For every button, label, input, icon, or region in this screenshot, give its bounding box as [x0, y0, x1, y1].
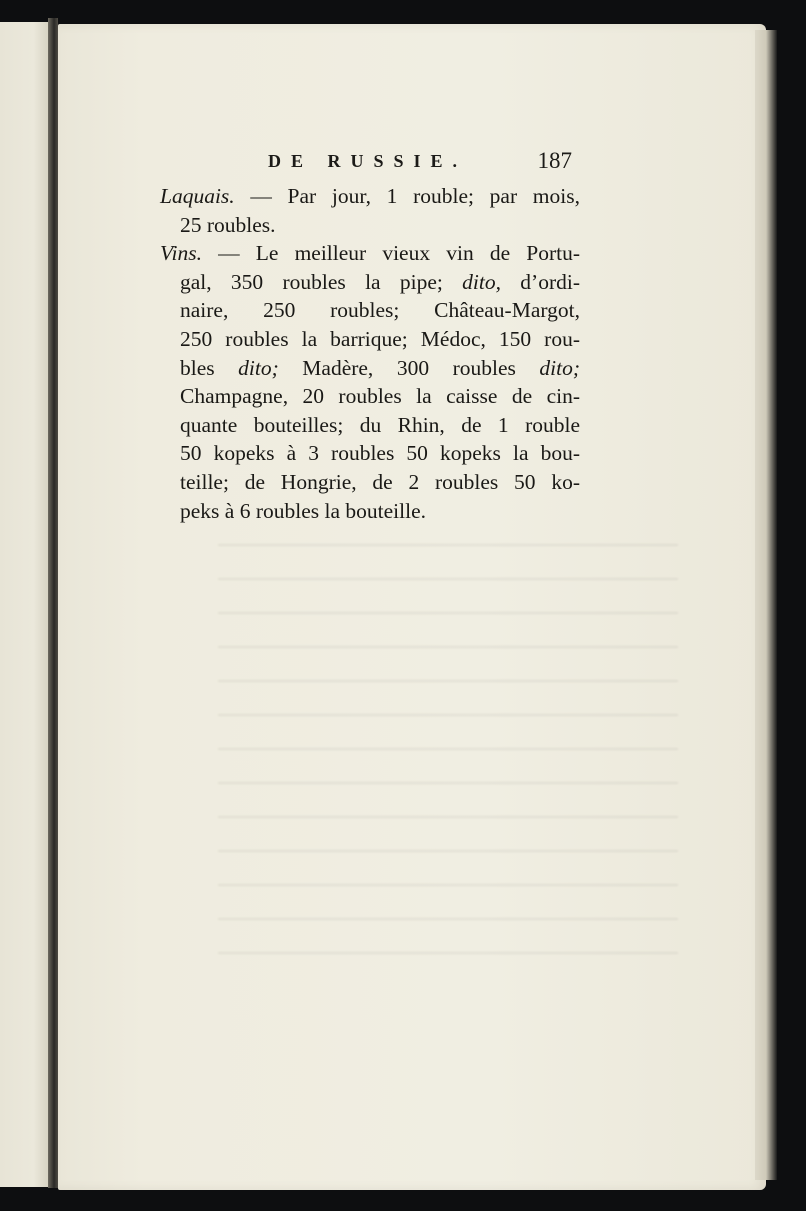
text-line — [160, 325, 580, 354]
text-run-italic: dito; — [539, 355, 580, 380]
bleed-through-texture — [218, 544, 678, 964]
text-run: bles — [180, 355, 239, 380]
text-line — [160, 296, 580, 325]
running-head — [160, 148, 580, 178]
text-run-italic: dito; — [238, 355, 279, 380]
text-line — [160, 439, 580, 468]
book-gutter — [48, 18, 58, 1188]
entry-term: Vins. — [160, 241, 203, 266]
entry-vins — [160, 239, 580, 525]
entry-laquais — [160, 182, 580, 239]
text-line — [160, 182, 580, 211]
text-line — [160, 268, 580, 297]
text-run: peks à 6 roubles la bouteille. — [180, 498, 426, 523]
text-run: Madère, 300 roubles — [278, 355, 540, 380]
text-line — [160, 468, 580, 497]
text-run: 250 roubles la barrique; Médoc, 150 rou- — [180, 326, 580, 351]
text-run: — Par jour, 1 rouble; par mois, — [234, 184, 580, 208]
page-fore-edge — [755, 30, 777, 1180]
left-page-edge — [0, 22, 49, 1187]
text-run: naire, 250 roubles; Château-Margot, — [180, 298, 580, 323]
text-run-italic: dito, — [462, 269, 501, 294]
text-run: 25 roubles. — [180, 212, 276, 237]
text-line — [160, 411, 580, 440]
text-line — [160, 382, 580, 411]
running-title: DE RUSSIE. — [268, 151, 468, 171]
price-list-text — [160, 182, 580, 525]
text-run: Champagne, 20 roubles la caisse de cin- — [180, 384, 580, 409]
entry-term: Laquais. — [160, 184, 235, 208]
text-line — [160, 239, 580, 268]
page-number: 187 — [537, 148, 572, 173]
text-line — [160, 354, 580, 383]
text-run: — Le meilleur vieux vin de Portu- — [202, 241, 580, 266]
text-line — [160, 497, 580, 526]
text-run: teille; de Hongrie, de 2 roubles 50 ko- — [180, 469, 580, 494]
text-run: 50 kopeks à 3 roubles 50 kopeks la bou- — [180, 441, 580, 466]
text-run: d’ordi- — [501, 269, 580, 294]
text-run: quante bouteilles; du Rhin, de 1 rouble — [180, 412, 580, 437]
text-run: gal, 350 roubles la pipe; — [180, 269, 463, 294]
text-line — [160, 211, 580, 240]
